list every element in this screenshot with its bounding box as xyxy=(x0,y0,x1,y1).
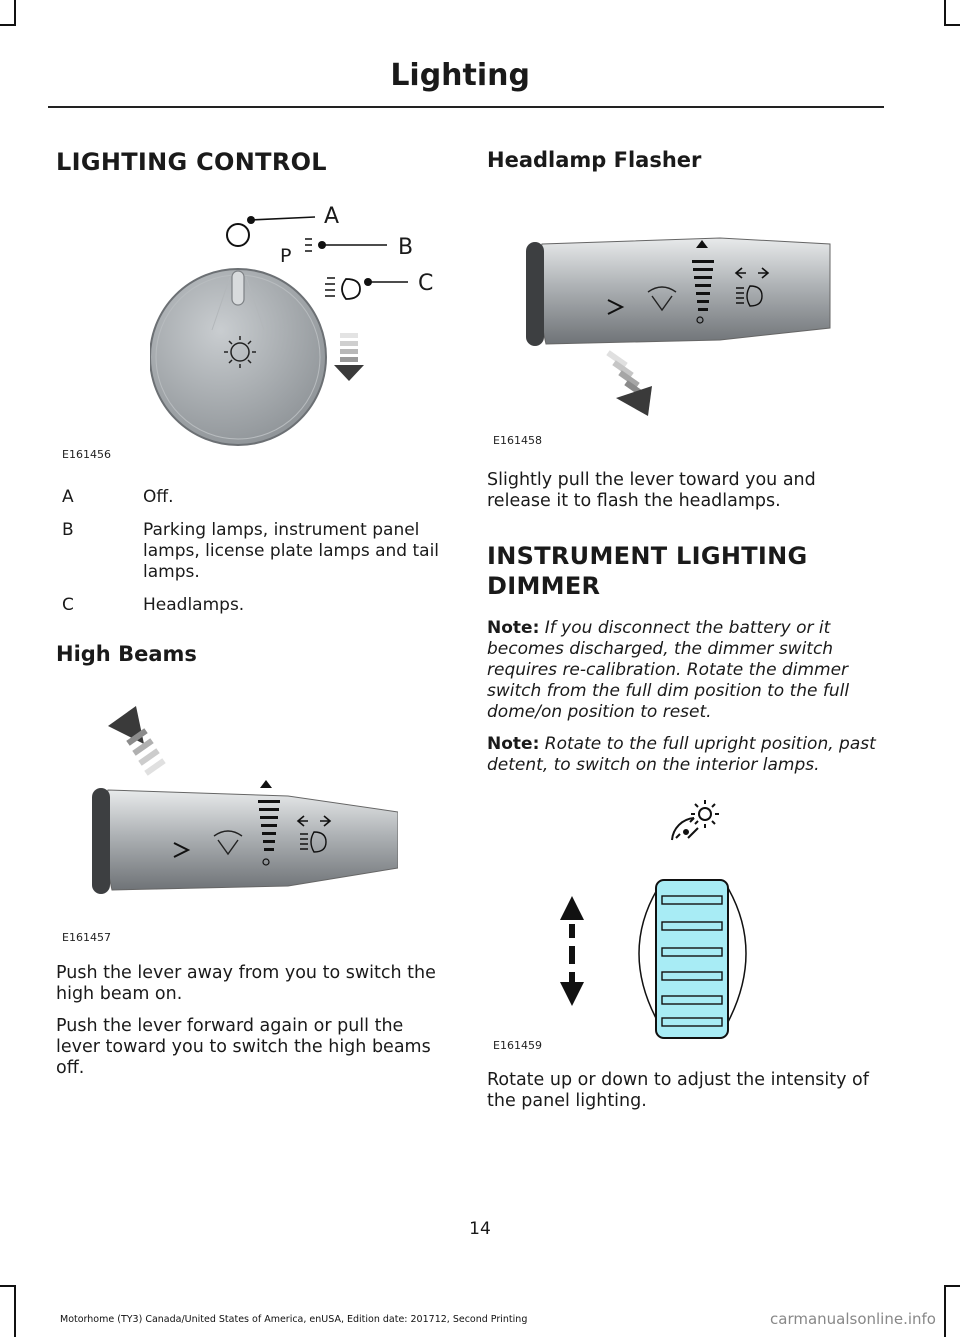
dimmer-note xyxy=(487,618,882,723)
lighting-control-figure xyxy=(150,195,450,455)
crop-mark xyxy=(0,1285,16,1287)
crop-mark xyxy=(0,24,16,26)
crop-mark xyxy=(944,0,946,24)
lighting-control-heading: LIGHTING CONTROL xyxy=(56,148,327,176)
dimmer-note xyxy=(487,734,882,776)
dimmer-figure xyxy=(550,792,780,1042)
dimmer-heading-line2: DIMMER xyxy=(487,572,601,600)
legend-key: B xyxy=(62,520,74,540)
page-number: 14 xyxy=(469,1219,491,1239)
callout-c: C xyxy=(418,271,434,296)
dimmer-heading-line1: INSTRUMENT LIGHTING xyxy=(487,542,808,570)
figure-code: E161458 xyxy=(493,434,542,447)
section-title: Lighting xyxy=(390,58,530,93)
high-beams-paragraph: Push the lever forward again or pull the lever toward you to switch the high beams off. xyxy=(56,1016,431,1078)
crop-mark xyxy=(944,1285,960,1287)
dimmer-heading xyxy=(487,541,808,601)
crop-mark xyxy=(14,1285,16,1337)
multifunction-lever-illustration xyxy=(88,700,398,920)
edition-footer: Motorhome (TY3) Canada/United States of America, enUSA, Edition date: 201712, Second Printing xyxy=(60,1314,528,1325)
crop-mark xyxy=(14,0,16,24)
callout-a: A xyxy=(324,204,340,229)
legend-item xyxy=(62,595,452,616)
high-beams-paragraph: Push the lever away from you to switch the high beam on. xyxy=(56,963,436,1004)
headlamp-flasher-heading: Headlamp Flasher xyxy=(487,148,702,172)
headlamp-knob-illustration xyxy=(150,195,450,455)
high-beams-figure xyxy=(88,700,398,920)
note-label: Note: xyxy=(487,734,540,754)
dimmer-wheel-illustration xyxy=(550,792,780,1042)
flasher-paragraph: Slightly pull the lever toward you and release it to flash the headlamps. xyxy=(487,470,816,511)
crop-mark xyxy=(944,24,960,26)
multifunction-lever-illustration xyxy=(520,220,840,420)
note-label: Note: xyxy=(487,618,540,638)
note-text: If you disconnect the battery or it becomes discharged, the dimmer switch requires re-calibration. Rotate the dimmer switch from the full dim position to the full dome/on position to reset. xyxy=(487,618,850,722)
figure-code: E161456 xyxy=(62,448,111,461)
headlamp-flasher-figure xyxy=(520,220,840,420)
figure-code: E161457 xyxy=(62,931,111,944)
lighting-control-legend xyxy=(62,487,452,628)
legend-key: A xyxy=(62,487,74,507)
legend-item xyxy=(62,520,452,583)
header-rule xyxy=(48,106,884,108)
dashboard-light-icon xyxy=(672,800,719,840)
callout-b: B xyxy=(398,235,414,260)
watermark: carmanualsonline.info xyxy=(770,1310,936,1328)
legend-item xyxy=(62,487,452,508)
note-text: Rotate to the full upright position, past detent, to switch on the interior lamps. xyxy=(487,734,876,775)
legend-text: Parking lamps, instrument panel lamps, license plate lamps and tail lamps. xyxy=(143,520,440,582)
crop-mark xyxy=(944,1285,946,1337)
high-beams-heading: High Beams xyxy=(56,642,197,666)
figure-code: E161459 xyxy=(493,1039,542,1052)
dimmer-paragraph: Rotate up or down to adjust the intensity of the panel lighting. xyxy=(487,1070,869,1111)
callout-p: P xyxy=(280,245,292,267)
legend-key: C xyxy=(62,595,74,615)
legend-text: Headlamps. xyxy=(143,595,245,615)
legend-text: Off. xyxy=(143,487,174,507)
